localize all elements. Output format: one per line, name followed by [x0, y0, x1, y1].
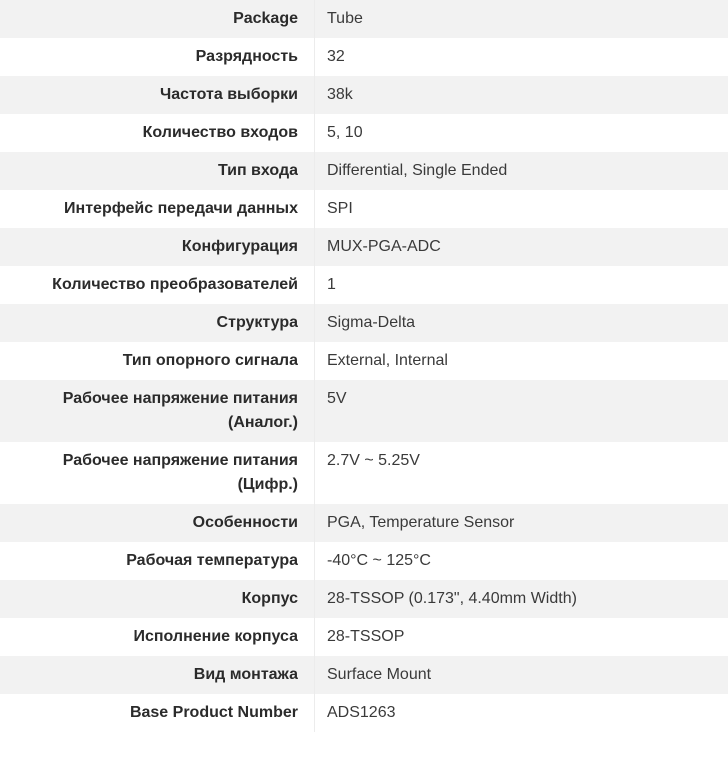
table-row [0, 618, 728, 656]
table-row [0, 656, 728, 694]
table-row [0, 152, 728, 190]
row-label: Вид монтажа [0, 656, 298, 694]
row-value: Surface Mount [327, 656, 728, 694]
row-value: External, Internal [327, 342, 728, 380]
row-value: MUX-PGA-ADC [327, 228, 728, 266]
row-value: 28-TSSOP (0.173", 4.40mm Width) [327, 580, 728, 618]
table-row [0, 114, 728, 152]
table-row [0, 304, 728, 342]
row-divider [298, 504, 327, 542]
row-label: Частота выборки [0, 76, 298, 114]
row-label: Package [0, 0, 298, 38]
row-label: Тип опорного сигнала [0, 342, 298, 380]
row-value: 2.7V ~ 5.25V [327, 442, 728, 504]
table-row [0, 266, 728, 304]
row-divider [298, 114, 327, 152]
row-label: Исполнение корпуса [0, 618, 298, 656]
row-divider [298, 38, 327, 76]
row-divider [298, 380, 327, 442]
row-value: 28-TSSOP [327, 618, 728, 656]
row-divider [298, 304, 327, 342]
row-value: 38k [327, 76, 728, 114]
table-row [0, 542, 728, 580]
row-label: Особенности [0, 504, 298, 542]
row-divider [298, 190, 327, 228]
table-row [0, 342, 728, 380]
row-value: 1 [327, 266, 728, 304]
row-value: PGA, Temperature Sensor [327, 504, 728, 542]
row-divider [298, 656, 327, 694]
table-row [0, 380, 728, 442]
table-row [0, 190, 728, 228]
row-value: Sigma-Delta [327, 304, 728, 342]
row-divider [298, 580, 327, 618]
row-label: Количество преобразователей [0, 266, 298, 304]
table-row [0, 76, 728, 114]
row-label: Интерфейс передачи данных [0, 190, 298, 228]
row-value: 5V [327, 380, 728, 442]
row-label: Рабочее напряжение питания (Аналог.) [0, 380, 298, 442]
row-value: Tube [327, 0, 728, 38]
row-label: Структура [0, 304, 298, 342]
table-row [0, 0, 728, 38]
row-divider [298, 228, 327, 266]
row-label: Рабочее напряжение питания (Цифр.) [0, 442, 298, 504]
row-divider [298, 618, 327, 656]
row-divider [298, 76, 327, 114]
row-label: Рабочая температура [0, 542, 298, 580]
row-value: SPI [327, 190, 728, 228]
table-row [0, 38, 728, 76]
row-label: Корпус [0, 580, 298, 618]
row-divider [298, 266, 327, 304]
table-row [0, 580, 728, 618]
row-value: Differential, Single Ended [327, 152, 728, 190]
row-label: Конфигурация [0, 228, 298, 266]
row-label: Количество входов [0, 114, 298, 152]
table-row [0, 504, 728, 542]
row-label: Тип входа [0, 152, 298, 190]
row-value: 32 [327, 38, 728, 76]
row-divider [298, 442, 327, 504]
row-divider [298, 152, 327, 190]
row-divider [298, 0, 327, 38]
row-value: ADS1263 [327, 694, 728, 732]
row-label: Разрядность [0, 38, 298, 76]
table-row [0, 694, 728, 732]
row-label: Base Product Number [0, 694, 298, 732]
row-value: -40°C ~ 125°C [327, 542, 728, 580]
row-divider [298, 542, 327, 580]
table-row [0, 228, 728, 266]
row-divider [298, 694, 327, 732]
table-row [0, 442, 728, 504]
row-divider [298, 342, 327, 380]
row-value: 5, 10 [327, 114, 728, 152]
